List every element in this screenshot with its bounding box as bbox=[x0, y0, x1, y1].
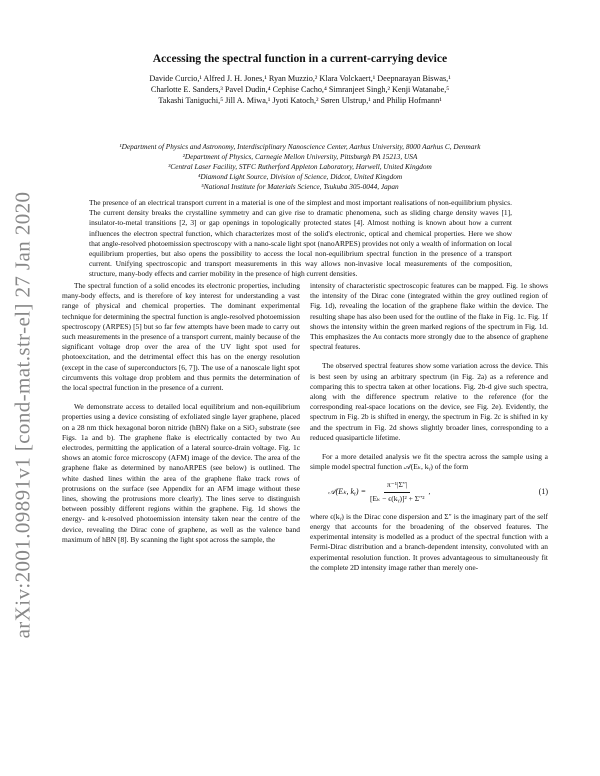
equation-comma: , bbox=[428, 487, 431, 497]
right-column bbox=[310, 281, 548, 573]
arxiv-id-text: arXiv:2001.09891v1 [cond-mat.str-el] 27 Jan 2020 bbox=[10, 191, 35, 639]
paragraph: intensity of characteristic spectroscopic features can be mapped. Fig. 1e shows the intensity of the Dirac cone (integrated within the grey outlined region of Fig. 1d), revealing the location of the graphene flake within the device. The resulting shape has also been used for the outline of the flake in Fig. 1c. Fig. 1f shows the intensity within the green marked regions of the spectrum in Fig. 1d. This emphasizes the Au contacts more strongly due to the absence of graphene spectral features. bbox=[310, 281, 548, 352]
author-list bbox=[60, 73, 540, 107]
paragraph: For a more detailed analysis we fit the spectra across the sample using a simple model spectral function 𝒜(Eₖ, kᵧ) of the form bbox=[310, 452, 548, 472]
paragraph: where ϵ(kᵧ) is the Dirac cone dispersion and Σ″ is the imaginary part of the self energy that accounts for the broadening of the observed features. The experimental intensity is modelled as a product of the spectral function with a Fermi-Dirac distribution and a branch-dependent intensity, convoluted with an experimental resolution function. It proves advantageous to simultaneously fit the complete 2D intensity image rather than merely one- bbox=[310, 511, 548, 572]
affiliation: ³Central Laser Facility, STFC Rutherford Appleton Laboratory, Harwell, United Kingdom bbox=[168, 162, 432, 171]
affiliation: ⁴Diamond Light Source, Division of Science, Didcot, United Kingdom bbox=[197, 172, 403, 181]
paper-title: Accessing the spectral function in a current-carrying device bbox=[152, 52, 448, 65]
author-line: Davide Curcio,¹ Alfred J. H. Jones,¹ Ryan Muzzio,² Klara Volckaert,¹ Deepnarayan Biswas,¹ bbox=[149, 74, 451, 83]
affiliation: ²Department of Physics, Carnegie Mellon University, Pittsburgh PA 15213, USA bbox=[182, 152, 418, 161]
author-line: Takashi Taniguchi,⁵ Jill A. Miwa,¹ Jyoti Katoch,² Søren Ulstrup,¹ and Philip Hofmann¹ bbox=[158, 96, 442, 106]
affiliation: ⁵National Institute for Materials Science, Tsukuba 305-0044, Japan bbox=[201, 182, 399, 191]
author-line: Charlotte E. Sanders,³ Pavel Dudin,⁴ Cephise Cacho,⁴ Simranjeet Singh,² Kenji Watanabe,⁵ bbox=[150, 85, 450, 95]
equation-fraction bbox=[370, 480, 425, 503]
arxiv-identifier bbox=[8, 180, 38, 650]
equation-denominator: [Eₖ − ϵ(kᵧ)]² + Σ″² bbox=[369, 493, 425, 503]
equation-1 bbox=[310, 480, 548, 503]
left-column bbox=[62, 281, 300, 545]
affiliation: ¹Department of Physics and Astronomy, Interdisciplinary Nanoscience Center, Aarhus University, 8000 Aarhus C, Denmark bbox=[119, 142, 481, 151]
paragraph: The spectral function of a solid encodes its electronic properties, including many-body effects, and is therefore of key interest for understanding a vast range of physical and chemical properties. The dominant experimental technique for determining the spectral function is angle-resolved photoemission spectroscopy (ARPES) [5] but so far few attempts have been made to carry out such measurements in the presence of a transport current, mainly because of the significant voltage drop over the area of the UV light spot used for photoexcitation, and the detrimental effect this has on the energy resolution (except in the case of superconductors [6, 7]). The use of a nanoscale light spot circumvents this voltage drop problem and thus permits the determination of the local spectral function in the presence of a current. bbox=[62, 281, 300, 393]
abstract: The presence of an electrical transport current in a material is one of the simplest and most important realisations of non-equilibrium physics. The current density breaks the crystalline symmetry and can give rise to dramatic phenomena, such as sliding charge density waves [1], insulator-to-metal transitions [2, 3] or gap openings in topologically protected states [4]. Almost nothing is known about how a current influences the electron spectral function, which characterizes most of the solid's electronic, optical and chemical properties. Here we show that angle-resolved photoemission spectroscopy with a nano-scale light spot (nanoARPES) provides not only a wealth of information on local equilibrium properties, but also opens the possibility to access the local non-equilibrium spectral function in the presence of a transport current. Unifying spectroscopic and transport measurements in this way allows non-invasive local measurements of the composition, structure, many-body effects and carrier mobility in the presence of high current densities. bbox=[89, 198, 512, 279]
affiliation-list bbox=[40, 142, 560, 192]
equation-numerator: π⁻¹|Σ″| bbox=[384, 480, 411, 492]
equation-number: (1) bbox=[538, 487, 548, 497]
equation-lhs: 𝒜(Eₖ, kᵧ) = bbox=[328, 487, 366, 497]
paragraph: We demonstrate access to detailed local equilibrium and non-equilibrium properties using a device consisting of exfoliated single layer graphene, placed on a 28 nm thick hexagonal boron nitride (hBN) flake on a SiO₂ substrate (see Figs. 1a and b). The graphene flake is electrically contacted by two Au electrodes, permitting the application of a lateral source-drain voltage. Fig. 1c shows an atomic force microscopy (AFM) image of the device. The area of the graphene flake as determined by nanoARPES (see below) is outlined. The white dashed lines within the area of the graphene flake track rows of protrusions on the surface (see Appendix for an AFM image without these lines, showing the protrusions more clearly). The lines serve to distinguish between possibly different regions within the graphene. Fig. 1d shows the energy- and k-resolved photoemission intensity taken near the centre of the device, revealing the Dirac cone of graphene, as well as the valence band maximum of hBN [8]. By scanning the light spot across the sample, the bbox=[62, 402, 300, 544]
paragraph: The observed spectral features show some variation across the device. This is best seen by using an arbitrary spectrum (in Fig. 2a) as a reference and comparing this to spectra taken at other locations. Fig. 2b-d give such spectra, along with the difference spectrum relative to the reference (for the corresponding real-space locations on the device, see Fig. 2e). Evidently, the spectrum in Fig. 2b is shifted in energy, the spectrum in Fig. 2c is shifted in ky and the spectrum in Fig. 2d shows slightly broader lines, corresponding to a reduced quasiparticle lifetime. bbox=[310, 361, 548, 442]
